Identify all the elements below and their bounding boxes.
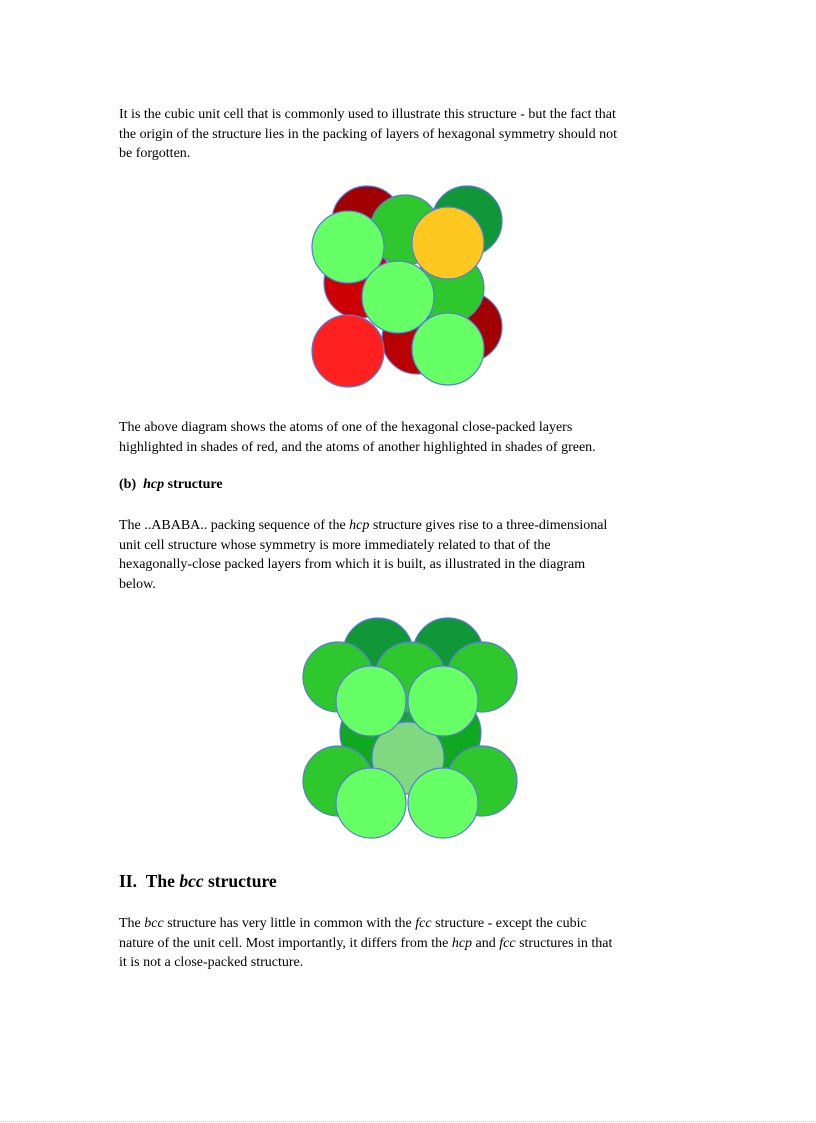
bcc-line-2-pre: nature of the unit cell. Most importantly, it differs from the (119, 935, 452, 951)
section-b-label: (b) (119, 477, 137, 492)
section-ii-label: II. (119, 871, 137, 891)
caption-paragraph (119, 418, 596, 457)
intro-line-1: It is the cubic unit cell that is commonly used to illustrate this structure - but the fact that (119, 107, 616, 122)
section-ii-rest: structure (203, 871, 277, 891)
caption-line-2: highlighted in shades of red, and the atoms of another highlighted in shades of green. (119, 439, 596, 455)
atom-yellow (412, 207, 484, 279)
bcc-line-1-post: structure - except the cubic (431, 916, 587, 931)
bcc-line-1-pre: The (119, 916, 145, 931)
bcc-line-1-term-2: fcc (415, 916, 432, 931)
hcp-line-2: unit cell structure whose symmetry is more immediately related to that of the (119, 537, 551, 553)
section-ii-heading (119, 871, 277, 892)
caption-line-1: The above diagram shows the atoms of one of the hexagonal close-packed layers (119, 420, 573, 435)
hcp-paragraph (119, 516, 607, 594)
section-b-heading (119, 477, 223, 493)
page-bottom-divider (0, 1121, 816, 1122)
bcc-line-2-post: structures in that (515, 935, 613, 951)
intro-line-3: be forgotten. (119, 146, 191, 161)
bcc-paragraph (119, 914, 612, 973)
fcc-unit-cell-diagram (300, 180, 515, 395)
section-ii-term: bcc (179, 871, 204, 891)
atom-lower-front-right (408, 768, 478, 838)
bcc-line-2-and: and (472, 935, 500, 951)
bcc-line-3: it is not a close-packed structure. (119, 955, 304, 970)
hcp-line-4: below. (119, 576, 156, 592)
bcc-line-2-term-1: hcp (451, 935, 473, 951)
bcc-line-2-term-2: fcc (499, 935, 516, 951)
atom-upper-front-left (336, 666, 406, 736)
section-b-term: hcp (143, 477, 165, 492)
intro-line-2: the origin of the structure lies in the packing of layers of hexagonal symmetry should not (119, 126, 618, 142)
bcc-line-1-mid: structure has very little in common with the (163, 916, 416, 931)
hcp-line-1-pre: The ..ABABA.. packing sequence of the (119, 518, 350, 533)
atom-front-bottom-light-green (412, 313, 484, 385)
hcp-line-1-post: structure gives rise to a three-dimensional (369, 518, 608, 533)
intro-paragraph (119, 105, 617, 164)
atom-front-bright-red (312, 315, 384, 387)
hcp-unit-cell-diagram (298, 613, 523, 848)
atom-upper-front-right (408, 666, 478, 736)
hcp-line-3: hexagonally-close packed layers from which it is built, as illustrated in the diagram (119, 557, 586, 572)
atom-lower-front-left (336, 768, 406, 838)
bcc-line-1-term-1: bcc (144, 916, 164, 931)
hcp-line-1-term: hcp (349, 518, 370, 533)
section-b-rest: structure (167, 477, 223, 492)
section-ii-the: The (145, 871, 180, 891)
